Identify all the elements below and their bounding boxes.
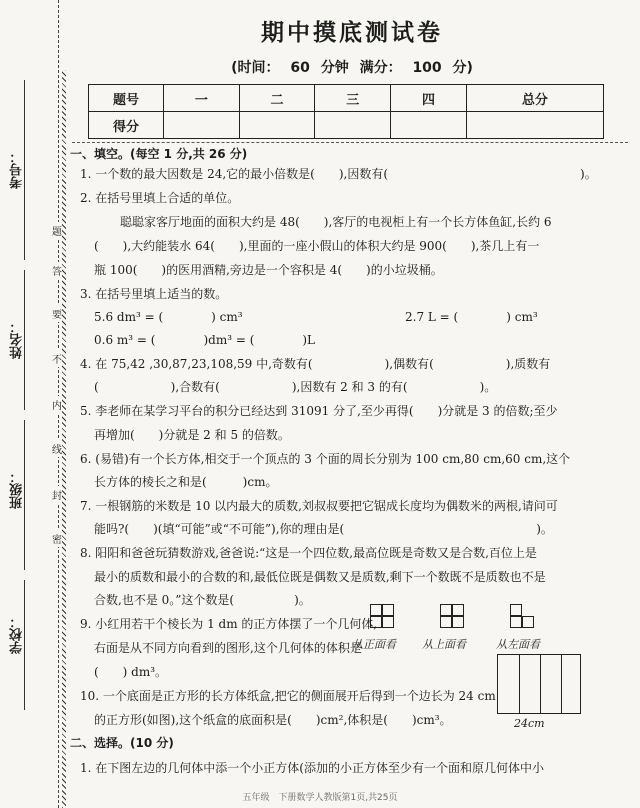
- score-column-header: 总分: [466, 85, 603, 112]
- score-row-label: 题号: [89, 85, 164, 112]
- seal-char: 要: [52, 305, 62, 322]
- question-9: 9. 小红用若干个棱长为 1 dm 的正方体摆了一个几何体,: [80, 617, 378, 631]
- choice-question-1: 1. 在下图左边的几何体中添一个小正方体(添加的小正方体至少有一个面和原几何体中小: [80, 761, 544, 775]
- question-4-text: ( ),合数有( ),因数有 2 和 3 的有( )。: [94, 380, 497, 394]
- left-view-caption: 从左面看: [496, 638, 540, 651]
- exam-subtitle: (时间： 60 分钟 满分： 100 分): [231, 60, 473, 76]
- section-1-heading: 一、填空。(每空 1 分,共 26 分): [70, 147, 248, 161]
- question-10-text: 的正方形(如图),这个纸盒的底面积是( )cm²,体积是( )cm³。: [94, 713, 452, 727]
- box-dimension-label: 24cm: [514, 717, 545, 730]
- question-3-item: 2.7 L = ( ) cm³: [405, 310, 538, 324]
- question-5: 5. 李老师在某学习平台的积分已经达到 31091 分了,至少再得( )分就是 3 的倍数;至少: [80, 404, 558, 418]
- question-7-text: 能吗?( )(填“可能”或“不可能”),你的理由是( )。: [94, 522, 553, 536]
- score-cell[interactable]: [239, 112, 315, 139]
- section-divider: [72, 142, 628, 143]
- question-6: 6. (易错)有一个长方体,相交于一个顶点的 3 个面的周长分别为 100 cm,80 cm,60 cm,这个: [80, 452, 571, 466]
- seal-char: 内: [52, 396, 62, 413]
- page-title: 期中摸底测试卷: [261, 20, 443, 46]
- question-3-item: 0.6 m³ = ( )dm³ = ( )L: [94, 333, 316, 347]
- page-footer: 五年级 下册数学人教版第1页,共25页: [242, 793, 398, 803]
- binding-margin: [0, 0, 64, 808]
- question-2-text: 聪聪家客厅地面的面积大约是 48( ),客厅的电视柜上有一个长方体鱼缸,长约 6: [120, 215, 552, 229]
- question-5-text: 再增加( )分就是 2 和 5 的倍数。: [94, 428, 290, 442]
- question-8-text: 合数,也不是 0。”这个数是( )。: [94, 593, 311, 607]
- question-2-text: ( ),大约能装水 64( ),里面的一座小假山的体积大约是 900( ),茶几上有一: [94, 239, 540, 253]
- seal-char: 答: [52, 262, 62, 279]
- section-2-heading: 二、选择。(10 分): [70, 736, 174, 750]
- score-table-score-row: [89, 112, 604, 139]
- question-2: 2. 在括号里填上合适的单位。: [80, 191, 240, 205]
- score-table-header-row: [89, 85, 604, 112]
- top-view-caption: 从上面看: [422, 638, 466, 651]
- question-2-text: 瓶 100( )的医用酒精,旁边是一个容积是 4( )的小垃圾桶。: [94, 263, 443, 277]
- score-cell[interactable]: [466, 112, 603, 139]
- score-cell[interactable]: [391, 112, 467, 139]
- name-label: 姓名：: [10, 320, 25, 359]
- score-cell[interactable]: [164, 112, 240, 139]
- question-7: 7. 一根钢筋的米数是 10 以内最大的质数,刘叔叔要把它锯成长度均为偶数米的两根,请问可: [80, 499, 558, 513]
- seal-char: 不: [52, 350, 62, 367]
- seal-char: 封: [52, 486, 62, 503]
- score-column-header: 一: [164, 85, 240, 112]
- question-8-text: 最小的质数和最小的合数的和,最低位既是偶数又是质数,剩下一个数既不是质数也不是: [94, 570, 546, 584]
- question-3: 3. 在括号里填上适当的数。: [80, 287, 228, 301]
- question-4: 4. 在 75,42 ,30,87,23,108,59 中,奇数有( ),偶数有( ),质数有: [80, 357, 551, 371]
- score-column-header: 二: [239, 85, 315, 112]
- seal-char: 密: [52, 530, 62, 547]
- class-label: 班级：: [10, 470, 25, 509]
- score-column-header: 四: [391, 85, 467, 112]
- question-1: 1. 一个数的最大因数是 24,它的最小倍数是( ),因数有( )。: [80, 167, 597, 181]
- seal-char: 线: [52, 440, 62, 457]
- binding-hatch: [62, 70, 66, 808]
- question-3-item: 5.6 dm³ = ( ) cm³: [94, 310, 243, 324]
- question-8: 8. 阳阳和爸爸玩猜数游戏,爸爸说:“这是一个四位数,最高位既是奇数又是合数,百位上是: [80, 546, 537, 560]
- score-column-header: 三: [315, 85, 391, 112]
- exam-number-label: 考号：: [10, 150, 25, 189]
- seal-char: 题: [52, 222, 62, 239]
- question-9-text: 右面是从不同方向看到的图形,这个几何体的体积是: [94, 641, 362, 655]
- score-cell[interactable]: [315, 112, 391, 139]
- score-table: [88, 84, 604, 139]
- question-6-text: 长方体的棱长之和是( )cm。: [94, 475, 278, 489]
- front-view-caption: 从正面看: [352, 638, 396, 651]
- score-row-label: 得分: [89, 112, 164, 139]
- unfolded-box-figure: [497, 654, 581, 714]
- question-10: 10. 一个底面是正方形的长方体纸盒,把它的侧面展开后得到一个边长为 24 cm: [80, 689, 496, 703]
- question-9-text: ( ) dm³。: [94, 665, 168, 679]
- school-label: 学校：: [10, 615, 25, 654]
